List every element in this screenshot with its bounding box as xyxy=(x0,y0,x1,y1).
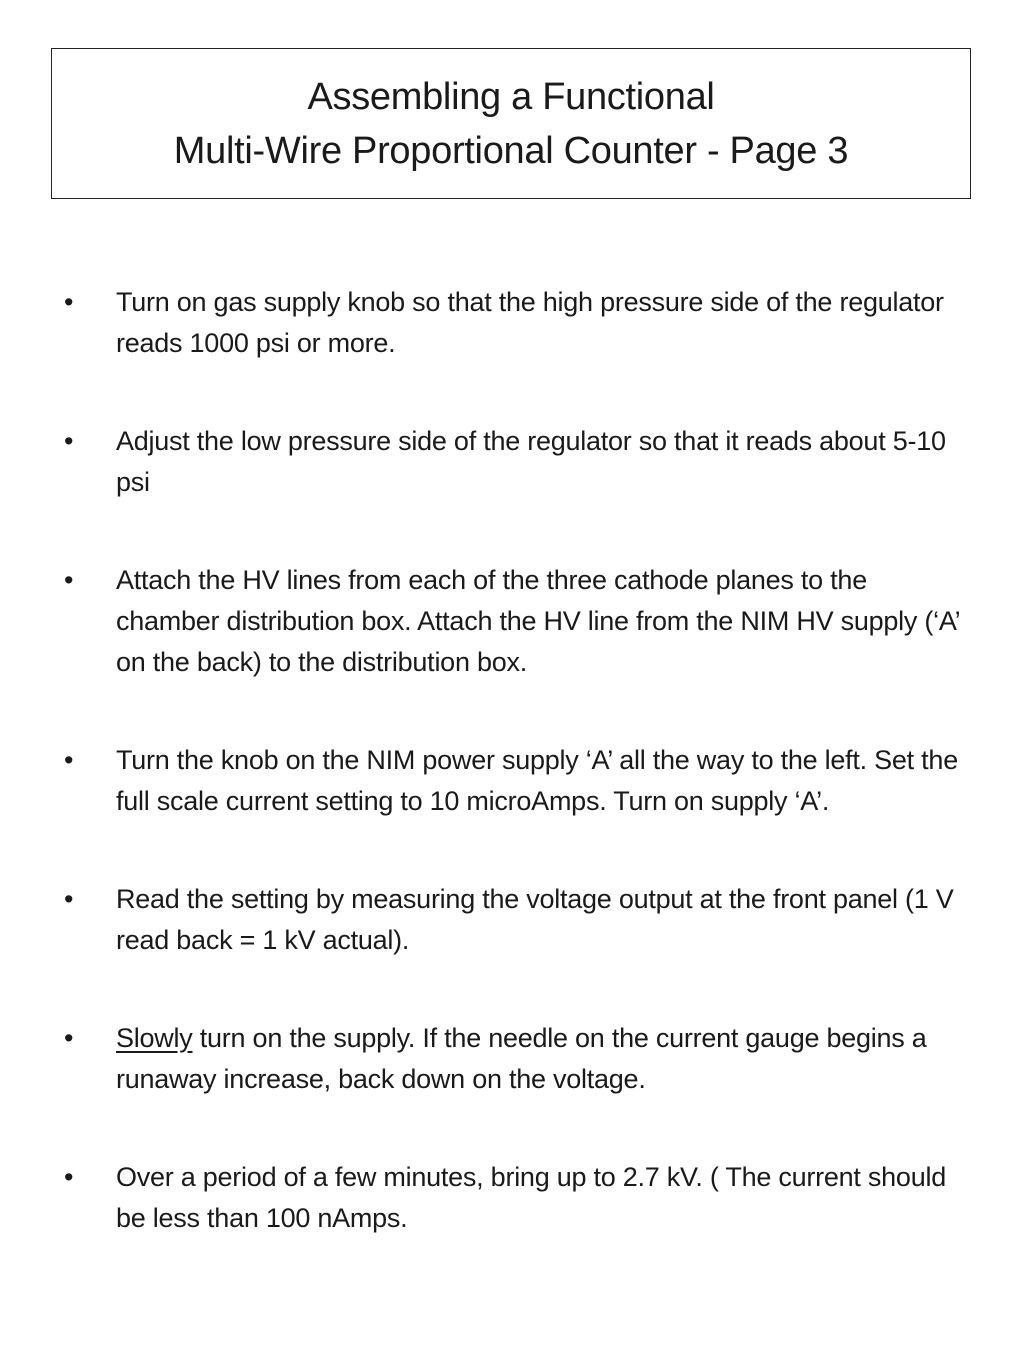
bullet-text: Turn the knob on the NIM power supply ‘A’ all the way to the left. Set the full scale current setting to 10 microAmps. Turn on supply ‘A’. xyxy=(116,745,958,816)
bullet-text: Over a period of a few minutes, bring up to 2.7 kV. ( The current should be less than 100 nAmps. xyxy=(116,1162,946,1233)
bullet-item-slowly xyxy=(0,1018,1024,1100)
bullet-item-low-pressure xyxy=(0,421,1024,503)
bullet-dot-icon: • xyxy=(64,1023,74,1053)
bullet-text: Read the setting by measuring the voltage output at the front panel (1 V read back = 1 kV actual). xyxy=(116,884,954,955)
slide-title-box xyxy=(51,48,971,199)
slide-title-line-1: Assembling a Functional xyxy=(307,75,715,118)
bullet-item-hv-lines xyxy=(0,560,1024,683)
bullet-item-gas-supply xyxy=(0,282,1024,364)
bullet-dot-icon: • xyxy=(64,426,74,456)
slide-title-line-2: Multi-Wire Proportional Counter - Page 3 xyxy=(173,129,849,172)
bullet-dot-icon: • xyxy=(64,287,74,317)
bullet-item-read-setting xyxy=(0,879,1024,961)
bullet-text: Turn on gas supply knob so that the high pressure side of the regulator reads 1000 psi or more. xyxy=(116,287,944,358)
bullet-emphasis: Slowly xyxy=(116,1023,193,1053)
bullet-list xyxy=(0,282,1024,1296)
bullet-dot-icon: • xyxy=(64,745,74,775)
bullet-item-ramp-up xyxy=(0,1157,1024,1239)
bullet-dot-icon: • xyxy=(64,884,74,914)
bullet-text: turn on the supply. If the needle on the current gauge begins a runaway increase, back down on the voltage. xyxy=(116,1023,927,1094)
bullet-dot-icon: • xyxy=(64,565,74,595)
bullet-text: Adjust the low pressure side of the regulator so that it reads about 5-10 psi xyxy=(116,426,946,497)
bullet-item-nim-knob xyxy=(0,740,1024,822)
bullet-dot-icon: • xyxy=(64,1162,74,1192)
bullet-text: Attach the HV lines from each of the three cathode planes to the chamber distribution box. Attach the HV line from the NIM HV supply (‘A’ on the back) to the distribution box. xyxy=(116,565,960,677)
